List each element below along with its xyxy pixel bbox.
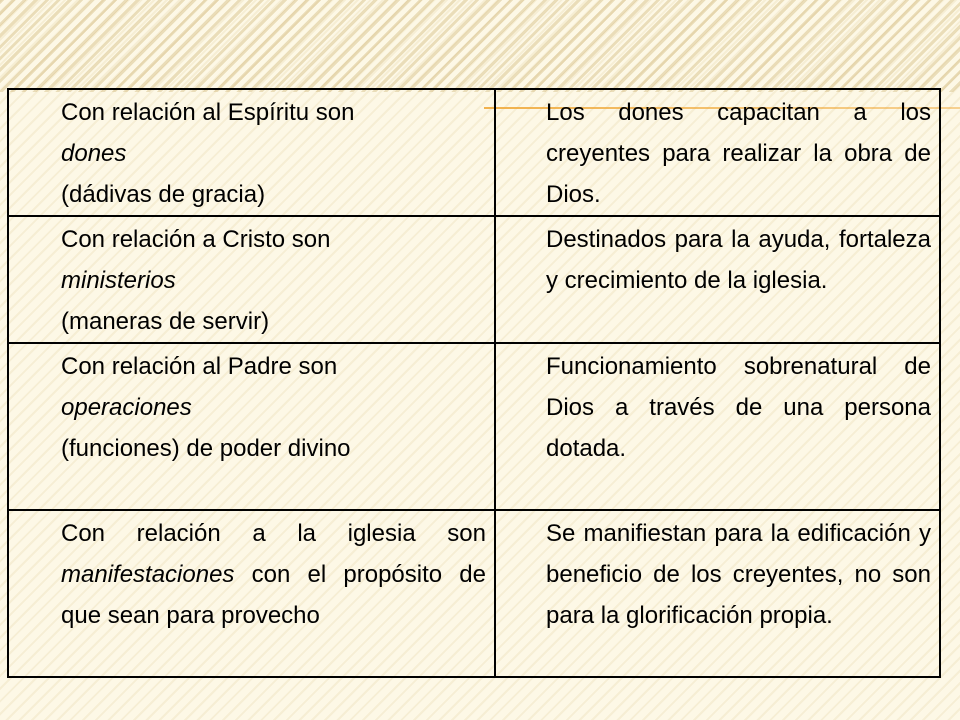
right-text: Destinados para la ayuda, fortaleza y crecimiento de la iglesia. <box>546 226 931 294</box>
left-term: manifestaciones <box>61 561 235 588</box>
left-term: operaciones <box>61 394 192 421</box>
left-cell <box>8 343 495 510</box>
table-row <box>8 216 940 343</box>
gifts-table <box>7 88 941 678</box>
left-intro: Con relación al Padre son <box>61 353 338 380</box>
right-text: Se manifiestan para la edificación y beneficio de los creyentes, no son para la glorificación propia. <box>546 520 931 629</box>
left-paren: (dádivas de gracia) <box>61 181 266 208</box>
background-header-band <box>0 0 960 92</box>
right-text: Funcionamiento sobrenatural de Dios a través de una persona dotada. <box>546 353 931 462</box>
right-text: Los dones capacitan a los creyentes para realizar la obra de Dios. <box>546 99 931 208</box>
right-cell <box>495 343 940 510</box>
left-intro: Con relación a la iglesia son <box>61 520 486 547</box>
right-cell <box>495 89 940 216</box>
table-row <box>8 510 940 677</box>
left-intro: Con relación al Espíritu son <box>61 99 355 126</box>
right-cell <box>495 216 940 343</box>
left-paren: (funciones) de poder divino <box>61 435 351 462</box>
right-cell <box>495 510 940 677</box>
left-term: dones <box>61 140 127 167</box>
left-cell <box>8 89 495 216</box>
left-paren: (maneras de servir) <box>61 308 270 335</box>
table-row <box>8 343 940 510</box>
table-row <box>8 89 940 216</box>
left-cell <box>8 510 495 677</box>
left-cell <box>8 216 495 343</box>
left-rest: con el propósito de que sean para provecho <box>61 561 486 629</box>
left-term: ministerios <box>61 267 176 294</box>
left-intro: Con relación a Cristo son <box>61 226 331 253</box>
